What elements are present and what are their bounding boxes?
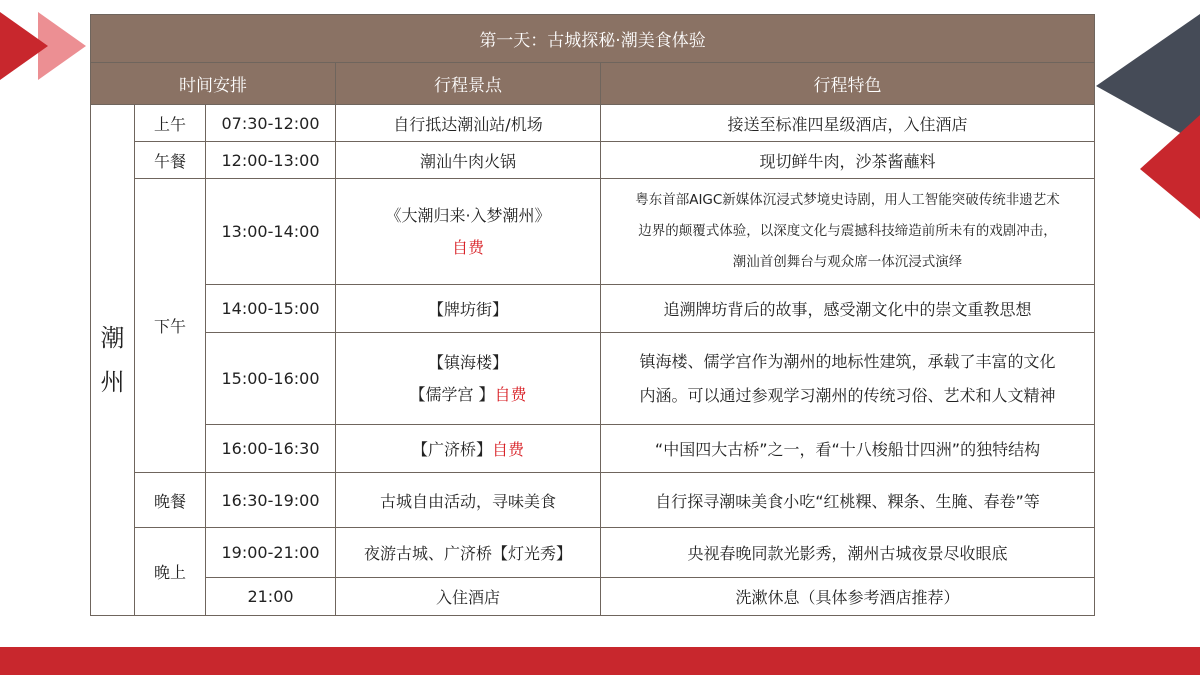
desc-cell: 现切鲜牛肉，沙茶酱蘸料 xyxy=(601,142,1095,179)
place-cell: 古城自由活动，寻味美食 xyxy=(336,473,601,528)
desc-line: 镇海楼、儒学宫作为潮州的地标性建筑，承载了丰富的文化 xyxy=(639,351,1056,371)
table-row xyxy=(91,425,1095,473)
time-cell: 14:00-15:00 xyxy=(206,285,336,333)
time-cell: 07:30-12:00 xyxy=(206,105,336,142)
period-cell: 上午 xyxy=(135,105,206,142)
table-row xyxy=(91,578,1095,616)
table-row xyxy=(91,142,1095,179)
time-cell: 16:30-19:00 xyxy=(206,473,336,528)
right-red-triangle-decoration xyxy=(1140,115,1200,219)
self-pay-label: 自费 xyxy=(494,384,527,404)
desc-cell: 接送至标准四星级酒店，入住酒店 xyxy=(601,105,1095,142)
desc-cell: 央视春晚同款光影秀，潮州古城夜景尽收眼底 xyxy=(601,528,1095,578)
city-char-2: 州 xyxy=(100,368,125,396)
self-pay-label: 自费 xyxy=(492,440,525,459)
desc-cell xyxy=(601,333,1095,425)
desc-line: 内涵。可以通过参观学习潮州的传统习俗、艺术和人文精神 xyxy=(639,385,1056,405)
table-row xyxy=(91,105,1095,142)
city-cell xyxy=(91,105,135,616)
table-row xyxy=(91,179,1095,285)
time-cell: 12:00-13:00 xyxy=(206,142,336,179)
place-name-with-fee xyxy=(342,379,594,411)
bottom-red-band xyxy=(0,647,1200,675)
desc-cell: 追溯牌坊背后的故事，感受潮文化中的崇文重教思想 xyxy=(601,285,1095,333)
header-schedule: 时间安排 xyxy=(91,63,336,105)
table-row xyxy=(91,285,1095,333)
desc-cell xyxy=(601,179,1095,285)
place-name: 《大潮归来·入梦潮州》 xyxy=(385,205,551,225)
time-cell: 13:00-14:00 xyxy=(206,179,336,285)
left-arrow-decoration xyxy=(0,8,92,80)
time-cell: 19:00-21:00 xyxy=(206,528,336,578)
table-row xyxy=(91,473,1095,528)
desc-line: 潮汕首创舞台与观众席一体沉浸式演绎 xyxy=(732,254,963,270)
place-cell: 夜游古城、广济桥【灯光秀】 xyxy=(336,528,601,578)
period-cell: 晚上 xyxy=(135,528,206,616)
place-name: 【镇海楼】 xyxy=(427,352,508,372)
table-row xyxy=(91,333,1095,425)
period-cell: 下午 xyxy=(135,179,206,473)
desc-cell: “中国四大古桥”之一，看“十八梭船廿四洲”的独特结构 xyxy=(601,425,1095,473)
itinerary-table xyxy=(90,14,1095,616)
desc-line: 粤东首部AIGC新媒体沉浸式梦境史诗剧，用人工智能突破传统非遗艺术 xyxy=(635,192,1060,208)
period-cell: 晚餐 xyxy=(135,473,206,528)
place-cell xyxy=(336,179,601,285)
time-cell: 15:00-16:00 xyxy=(206,333,336,425)
place-cell: 潮汕牛肉火锅 xyxy=(336,142,601,179)
header-spots: 行程景点 xyxy=(336,63,601,105)
place-name: 【广济桥】 xyxy=(411,440,492,459)
city-char-1: 潮 xyxy=(100,324,125,352)
place-name: 【儒学宫 】 xyxy=(409,384,495,404)
time-cell: 21:00 xyxy=(206,578,336,616)
time-cell: 16:00-16:30 xyxy=(206,425,336,473)
desc-cell: 洗漱休息（具体参考酒店推荐） xyxy=(601,578,1095,616)
day-title: 第一天：古城探秘·潮美食体验 xyxy=(91,15,1095,63)
place-cell: 入住酒店 xyxy=(336,578,601,616)
table-row xyxy=(91,528,1095,578)
place-cell xyxy=(336,333,601,425)
period-cell: 午餐 xyxy=(135,142,206,179)
self-pay-label: 自费 xyxy=(451,237,484,257)
place-cell: 【牌坊街】 xyxy=(336,285,601,333)
header-features: 行程特色 xyxy=(601,63,1095,105)
place-cell xyxy=(336,425,601,473)
place-cell: 自行抵达潮汕站/机场 xyxy=(336,105,601,142)
desc-cell: 自行探寻潮味美食小吃“红桃粿、粿条、生腌、春卷”等 xyxy=(601,473,1095,528)
desc-line: 边界的颠覆式体验，以深度文化与震撼科技缔造前所未有的戏剧冲击， xyxy=(638,223,1057,239)
